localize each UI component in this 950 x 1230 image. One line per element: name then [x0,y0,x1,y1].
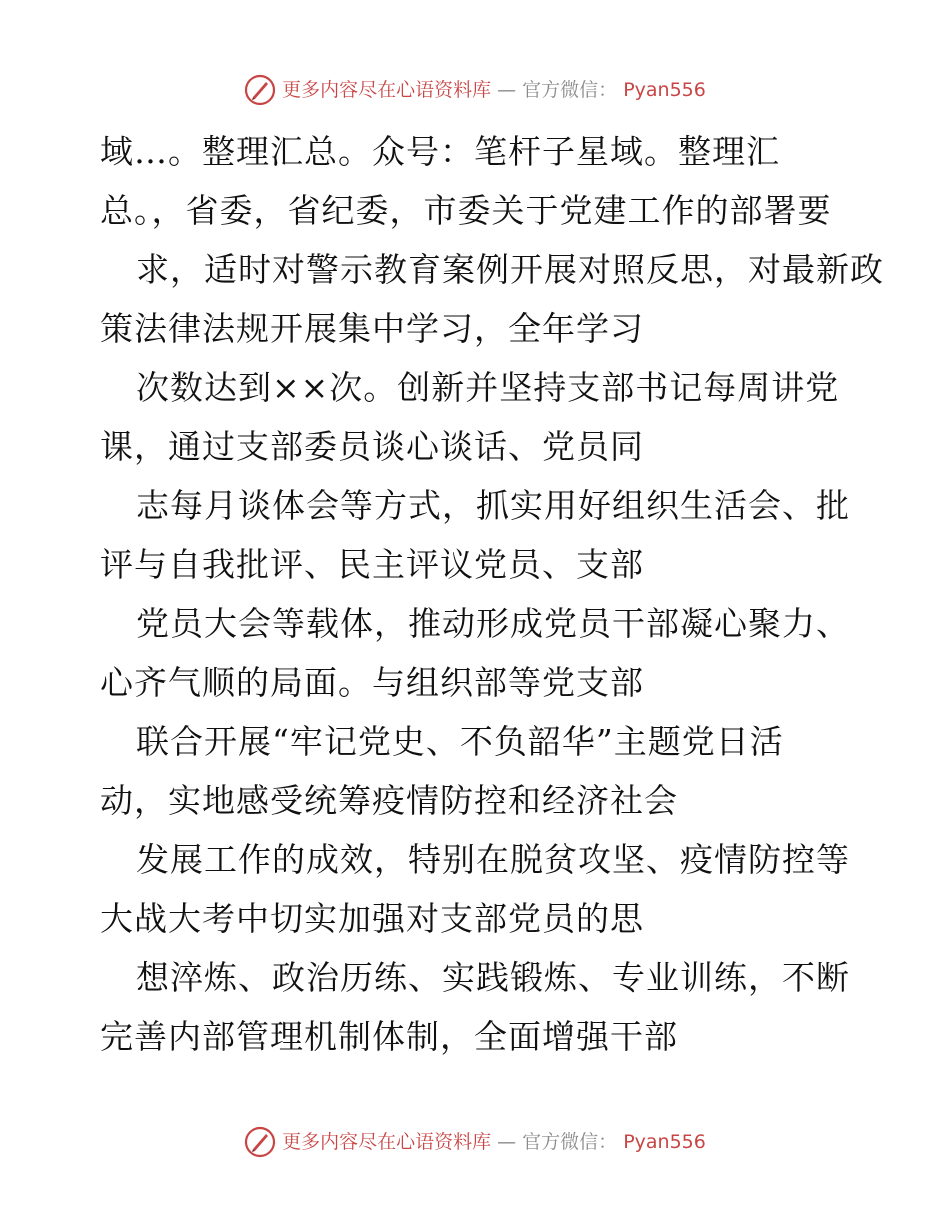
text-line: 大战大考中切实加强对支部党员的思 [100,899,644,938]
text-line: 课，通过支部委员谈心谈话、党员同 [100,427,644,466]
quill-pen-logo-icon [244,74,276,106]
text-line: 总。，省委，省纪委，市委关于党建工作的部署要 [100,191,832,230]
watermark-wechat-id: Pyan556 [623,1131,706,1153]
watermark-wechat-label: 官方微信： [522,1131,618,1153]
header-watermark [0,74,950,106]
text-line: 策法律法规开展集中学习，全年学习 [100,309,644,348]
watermark-main-text: 更多内容尽在心语资料库 [282,79,492,101]
text-line: 求，适时对警示教育案例开展对照反思，对最新政 [136,250,884,289]
text-line: 志每月谈体会等方式，抓实用好组织生活会、批 [136,486,850,525]
text-line: 想淬炼、政治历练、实践锻炼、专业训练，不断 [136,958,850,997]
footer-watermark [0,1126,950,1158]
watermark-wechat-label: 官方微信： [522,79,618,101]
text-line: 党员大会等载体，推动形成党员干部凝心聚力、 [136,604,850,643]
text-line: 心齐气顺的局面。与组织部等党支部 [100,663,644,702]
watermark-wechat-id: Pyan556 [623,79,706,101]
text-line: 完善内部管理机制体制，全面增强干部 [100,1017,678,1056]
watermark-main-text: 更多内容尽在心语资料库 [282,1131,492,1153]
text-line: 次数达到××次。创新并坚持支部书记每周讲党 [136,368,840,407]
document-body [100,122,884,1066]
text-line: 联合开展“牢记党史、不负韶华”主题党日活 [136,722,784,761]
text-line: 发展工作的成效，特别在脱贫攻坚、疫情防控等 [136,840,850,879]
text-line: 动，实地感受统筹疫情防控和经济社会 [100,781,678,820]
watermark-separator: — [497,79,517,101]
watermark-separator: — [497,1131,517,1153]
quill-pen-logo-icon [244,1126,276,1158]
text-line: 评与自我批评、民主评议党员、支部 [100,545,644,584]
text-line: 域…。整理汇总。众号：笔杆子星域。整理汇 [100,132,780,171]
